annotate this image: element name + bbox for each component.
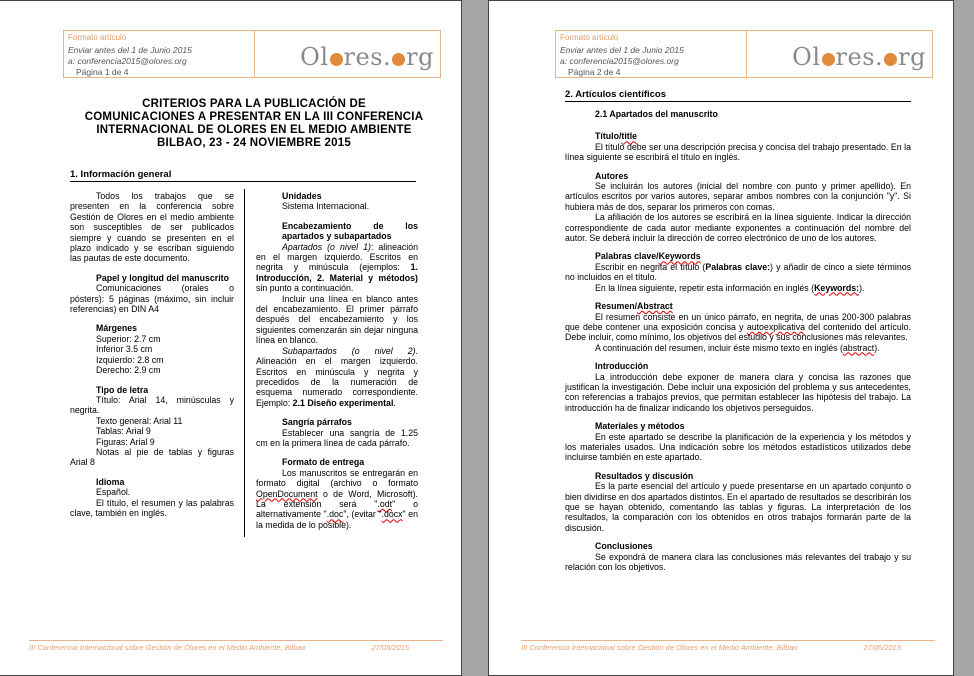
title-line-4: BILBAO, 23 - 24 NOVIEMBRE 2015 <box>157 137 351 149</box>
header-page-number: Página 1 de 4 <box>76 67 129 77</box>
idioma-heading: Idioma <box>96 476 125 487</box>
header-deadline: Enviar antes del 1 de Junio 2015 <box>68 45 192 55</box>
formato-text: Los manuscritos se entregarán en formato digital (archivo o formato OpenDocument o de Word, Microsoft). La extensión será ".odt" o alternativamente ".doc", (evitar ".docx" en la medida de lo posible). <box>256 467 418 530</box>
title-line-3: INTERNACIONAL DE OLORES EN EL MEDIO AMBIENTE <box>96 124 412 136</box>
autores-text-2: La afiliación de los autores se escribirá en la línea siguiente. Indicar la dirección correspondiente de cada autor mediante exponentes a continuación del nombre del autor. Se deberá incluir la dirección de correo electrónico de uno de los autores. <box>565 212 911 244</box>
idioma-text-2: El título, el resumen y las palabras clave, también en inglés. <box>70 497 234 518</box>
font-title: Título: Arial 14, minúsculas y negrita. <box>70 394 234 416</box>
blank-line-text: Incluir una línea en blanco antes del encabezamiento. El primer párrafo después del encabezamiento y los siguientes comenzarán sin dejar ninguna línea en blanco. <box>256 293 418 346</box>
introduccion-heading: Introducción <box>595 361 649 372</box>
header-label: Formato artículo <box>560 33 619 42</box>
footer-text: III Conferencia Internacional sobre Gestión de Olores en el Medio Ambiente, Bilbao <box>521 643 798 652</box>
header-page-number: Página 2 de 4 <box>568 67 621 77</box>
idioma-text-1: Español. <box>96 487 131 498</box>
margin-left: Izquierdo: 2.8 cm <box>96 354 164 365</box>
materiales-text: En este apartado se describe la planificación de la experiencia y los métodos y los materiales usados. Una indicación sobre los métodos estadísticos utilizados debe incluirse también en este apartado. <box>565 431 911 463</box>
page-2-body <box>565 109 911 572</box>
document-page-2 <box>488 0 954 676</box>
footer-date: 27/05/2015 <box>863 643 901 652</box>
margin-bottom: Inferior 3.5 cm <box>96 344 153 355</box>
olores-logo: Ol res. rg <box>792 43 926 71</box>
font-text: Texto general: Arial 11 <box>96 415 183 426</box>
margin-right: Derecho: 2.9 cm <box>96 365 161 376</box>
sangria-text: Establecer una sangría de 1.25 cm en la primera línea de cada párrafo. <box>256 427 418 448</box>
formato-heading: Formato de entrega <box>282 457 365 468</box>
subsection-heading: 2.1 Apartados del manuscrito <box>595 109 718 119</box>
palabras-text-2: En la línea siguiente, repetir esta información en inglés (Keywords:). <box>595 282 865 293</box>
document-page-1 <box>0 0 462 676</box>
page-footer <box>29 640 443 652</box>
encabezamiento-heading: Encabezamiento de los apartados y subapartados <box>282 220 418 242</box>
header-label: Formato artículo <box>68 33 127 42</box>
conclusiones-heading: Conclusiones <box>595 541 653 552</box>
footer-text: III Conferencia Internacional sobre Gestión de Olores en el Medio Ambiente, Bilbao <box>29 643 306 652</box>
font-notes: Notas al pie de tablas y figuras Arial 8 <box>70 446 234 468</box>
header-email: a: conferencia2015@olores.org <box>68 56 187 66</box>
margenes-heading: Márgenes <box>96 323 138 334</box>
olores-logo: Ol res. rg <box>300 43 434 71</box>
left-column <box>70 191 234 518</box>
margin-top: Superior: 2.7 cm <box>96 333 161 344</box>
resumen-text-2: A continuación del resumen, incluir éste mismo texto en inglés (abstract). <box>595 342 880 353</box>
palabras-heading: Palabras clave/Keywords <box>595 251 701 262</box>
column-divider <box>244 189 245 537</box>
autores-heading: Autores <box>595 170 629 181</box>
footer-date: 27/05/2015 <box>371 643 409 652</box>
resumen-heading: Resumen/Abstract <box>595 301 673 312</box>
materiales-heading: Materiales y métodos <box>595 421 685 432</box>
page-header <box>63 30 441 78</box>
header-deadline: Enviar antes del 1 de Junio 2015 <box>560 45 684 55</box>
papel-text: Comunicaciones (orales o pósters): 5 páginas (máximo, sin incluir referencias) en DIN A4 <box>70 283 234 315</box>
resultados-text: Es la parte esencial del artículo y puede presentarse en un apartado conjunto o bien dividirse en dos apartados distintos. En el apartado de resultados se describirán los que se hayan obtenido, comentando las tablas y figuras. La interpretación de los resultados, la comparación con los obtenidos en otros trabajos formarán parte de la discusión. <box>565 481 911 533</box>
font-figures: Figuras: Arial 9 <box>96 436 155 447</box>
autores-text-1: Se incluirán los autores (inicial del nombre con punto y primer apellido). En artículos escritos por varios autores, separar ambos nombres con la conjunción "y". Si hubiera más de dos, separar los primeros con comas. <box>565 181 911 212</box>
intro-paragraph: Todos los trabajos que se presenten en la conferencia sobre Gestión de Olores en el medio ambiente son susceptibles de ser publicados siempre y cuando se presenten en el plazo indicado y se escriban siguiendo las pautas de este documento. <box>70 191 234 264</box>
title-line-2: COMUNICACIONES A PRESENTAR EN LA III CONFERENCIA <box>84 111 424 123</box>
apartados-text: Apartados (o nivel 1): alineación en el margen izquierdo. Escritos en negrita y minúscula (ejemplos: 1. Introducción, 2. Material y métodos) sin punto a continuación. <box>256 241 418 294</box>
font-tables: Tablas: Arial 9 <box>96 426 151 437</box>
header-email: a: conferencia2015@olores.org <box>560 56 679 66</box>
resumen-text-1: El resumen consiste en un único párrafo, en negrita, de unas 200-300 palabras que debe contener una exposición concisa y autoexplicativa del contenido del artículo. Debe incluir, como mínimo, los objetivos del estudio y sus conclusiones más relevantes. <box>565 311 911 343</box>
page-header <box>555 30 933 78</box>
resultados-heading: Resultados y discusión <box>595 470 694 481</box>
unidades-text: Sistema Internacional. <box>282 201 370 212</box>
document-title <box>67 98 441 150</box>
sangria-heading: Sangría párrafos <box>282 417 352 428</box>
conclusiones-text: Se expondrá de manera clara las conclusiones más relevantes del trabajo y su relación con los objetivos. <box>565 551 911 573</box>
header-info-cell <box>556 31 747 77</box>
page-footer <box>521 640 935 652</box>
unidades-heading: Unidades <box>282 191 322 201</box>
section-heading-2: 2. Artículos científicos <box>565 89 911 102</box>
titulo-text: El título debe ser una descripción precisa y concisa del trabajo presentado. En la línea siguiente se escribirá el título en inglés. <box>565 141 911 163</box>
subapartados-text: Subapartados (o nivel 2). Alineación en el margen izquierdo. Escritos en minúscula y negrita y precedidos de la numeración de esquema numerado correspondiente. Ejemplo: 2.1 Diseño experimental. <box>256 345 418 408</box>
section-heading-1: 1. Información general <box>70 169 416 182</box>
palabras-text-1: Escribir en negrita el título (Palabras clave:) y añadir de cinco a siete términos no incluidos en el título. <box>565 261 911 283</box>
titulo-heading: Título/title <box>595 131 638 142</box>
papel-heading: Papel y longitud del manuscrito <box>96 272 229 283</box>
title-line-1: CRITERIOS PARA LA PUBLICACIÓN DE <box>142 98 366 110</box>
header-info-cell <box>64 31 255 77</box>
right-column <box>256 191 418 530</box>
introduccion-text: La introducción debe exponer de manera clara y concisa las razones que justifican la investigación. Debe incluir una exposición del problema y sus antecedentes, con referencias a trabajos previos, que permitan establecer las hipótesis del trabajo. La introducción ha de finalizar indicando los objetivos perseguidos. <box>565 371 911 413</box>
tipo-heading: Tipo de letra <box>96 384 149 395</box>
